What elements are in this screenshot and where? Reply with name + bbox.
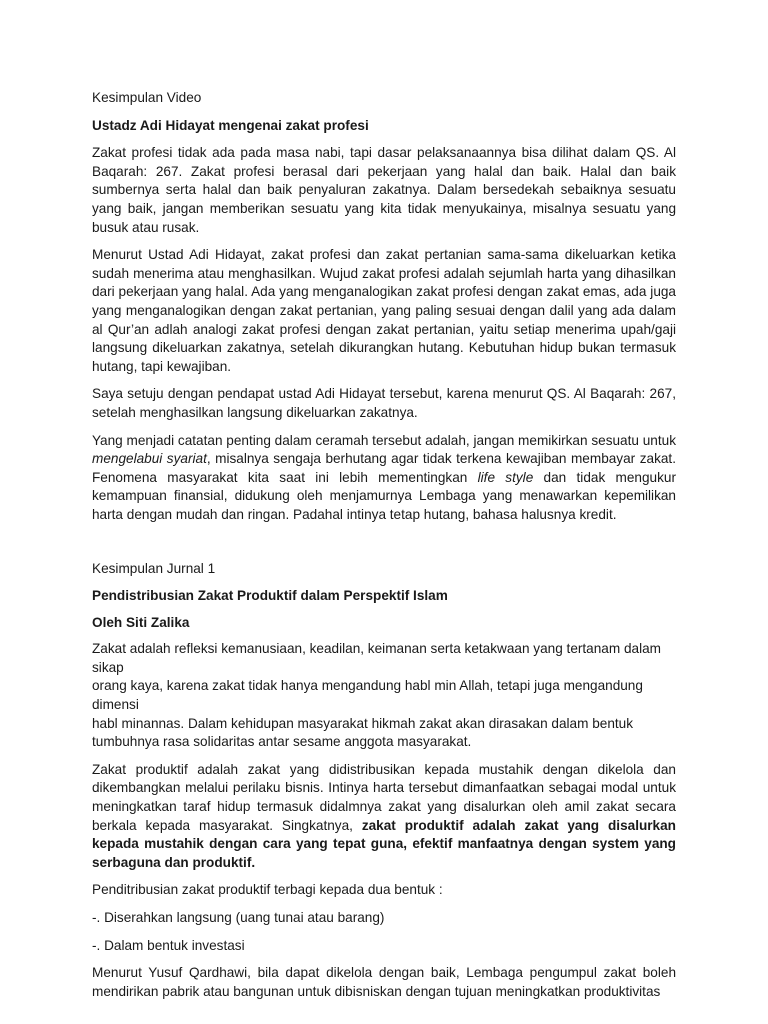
video-paragraph-1: Zakat profesi tidak ada pada masa nabi, tapi dasar pelaksanaannya bisa dilihat dalam QS. Al Baqarah: 267. Zakat profesi berasal dari pekerjaan yang halal dan baik. Halal dan baik sumbernya serta halal dan baik penyaluran zakatnya. Dalam bersedekah sebaiknya sesuatu yang baik, jangan memberikan sesuatu yang kita tidak menyukainya, misalnya sesuatu yang busuk atau rusak. (92, 145, 676, 235)
journal-list-item-2: -. Dalam bentuk investasi (92, 937, 245, 953)
journal-paragraph-2 (92, 761, 676, 873)
video-paragraph-4 (92, 432, 676, 525)
p4-text-c: dan tidak mengukur kemampuan finansial, didukung oleh menjamurnya Lembaga yang menawarkan kepemilikan harta dengan mudah dan ringan. Padahal intinya tetap hutang, bahasa halusnya kredit. (92, 469, 676, 522)
journal-p2-text: Zakat produktif adalah zakat yang didistribusikan kepada mustahik dengan dikelola dan dikembangkan melalui perilaku bisnis. Intinya harta tersebut dimanfaatkan sebagai modal untuk meningkatkan taraf hidup termasuk didalmnya zakat yang disalurkan oleh amil zakat secara berkala kepada masyarakat. Singkatnya, (92, 761, 676, 833)
journal-list-item-1: -. Diserahkan langsung (uang tunai atau barang) (92, 909, 385, 925)
journal-paragraph-1 (92, 640, 676, 752)
section-heading-video: Kesimpulan Video (92, 90, 202, 105)
journal-p1-line: Zakat adalah refleksi kemanusiaan, keadilan, keimanan serta ketakwaan yang tertanam dalam sikap (92, 641, 661, 675)
journal-p1-line: orang kaya, karena zakat tidak hanya mengandung habl min Allah, tetapi juga mengandung dimensi (92, 678, 643, 713)
p4-italic-syariat: mengelabui syariat (92, 451, 207, 467)
journal-title: Pendistribusian Zakat Produktif dalam Perspektif Islam (92, 588, 448, 604)
p4-text-b: , misalnya sengaja berhutang agar tidak terkena kewajiban membayar zakat. Fenomena masyarakat kita saat ini lebih mementingkan (92, 451, 676, 485)
journal-p1-line: habl minannas. Dalam kehidupan masyarakat hikmah zakat akan dirasakan dalam bentuk (92, 715, 634, 731)
journal-p2-bold: zakat produktif adalah zakat yang disalurkan kepada mustahik dengan cara yang tepat guna, efektif manfaatnya dengan system yang serbaguna dan produktif. (92, 817, 676, 870)
video-paragraph-2: Menurut Ustad Adi Hidayat, zakat profesi dan zakat pertanian sama-sama dikeluarkan ketika sudah menerima atau menghasilkan. Wujud zakat profesi adalah sejumlah harta yang dihasilkan dari pekerjaan yang halal. Ada yang menganalogikan zakat profesi dengan zakat emas, ada juga yang menganalogikan dengan zakat pertanian, yang paling sesuai dengan dalil yang ada dalam al Qur’an adlah analogi zakat profesi dengan zakat pertanian, yaitu setiap menerima upah/gaji langsung dikeluarkan zakatnya, setelah dikurangkan hutang. Kebutuhan hidup bukan termasuk hutang, tapi kewajiban. (92, 247, 676, 374)
section-heading-journal: Kesimpulan Jurnal 1 (92, 561, 216, 577)
journal-p1-line: tumbuhnya rasa solidaritas antar sesame anggota masyarakat. (92, 734, 472, 750)
journal-paragraph-4: Menurut Yusuf Qardhawi, bila dapat dikelola dengan baik, Lembaga pengumpul zakat boleh mendirikan pabrik atau bangunan untuk dibisniskan dengan tujuan meningkatkan produktivitas (92, 965, 676, 999)
section-spacer (92, 524, 676, 560)
video-paragraph-3: Saya setuju dengan pendapat ustad Adi Hidayat tersebut, karena menurut QS. Al Baqarah: 267, setelah menghasilkan langsung dikeluarkan zakatnya. (92, 386, 676, 420)
journal-paragraph-3: Penditribusian zakat produktif terbagi kepada dua bentuk : (92, 882, 443, 898)
p4-text-a: Yang menjadi catatan penting dalam ceramah tersebut adalah, jangan memikirkan sesuatu untuk (92, 432, 676, 448)
video-subheading: Ustadz Adi Hidayat mengenai zakat profesi (92, 117, 369, 133)
journal-author: Oleh Siti Zalika (92, 614, 190, 630)
p4-italic-lifestyle: life style (477, 469, 534, 485)
